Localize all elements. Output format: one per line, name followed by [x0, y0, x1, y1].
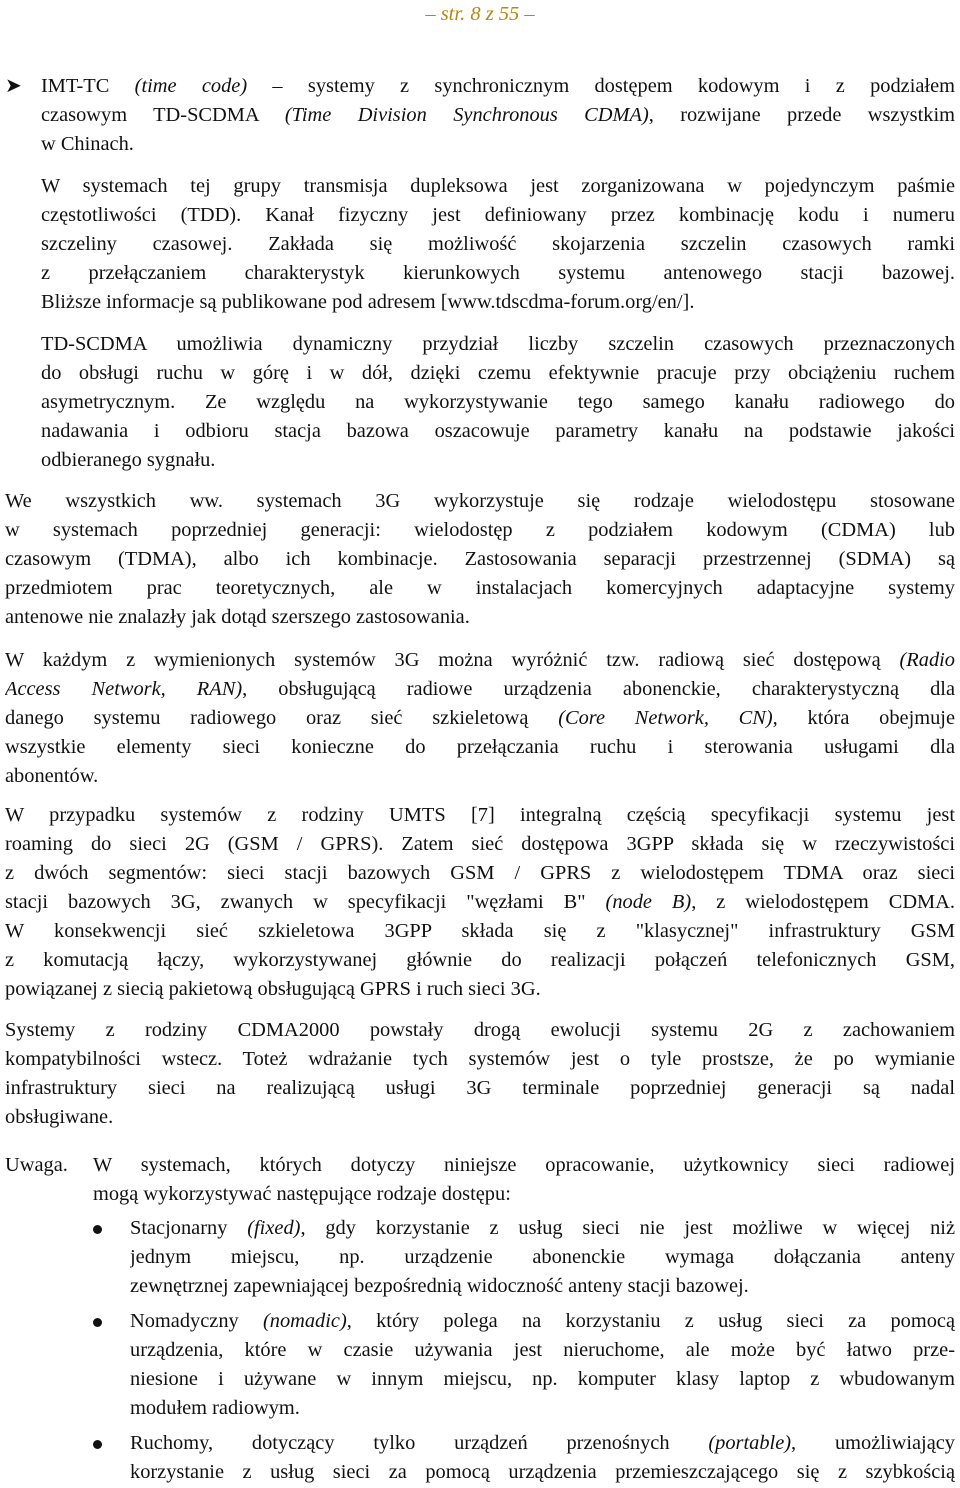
access-type-nomadic — [130, 1307, 955, 1423]
text-line: Systemy z rodziny CDMA2000 powstały drogą ewolucji systemu 2G z zachowaniem — [5, 1019, 955, 1041]
text-line: Access Network, RAN), obsługującą radiowe urządzenia abonenckie, charakterystyczną dla — [5, 678, 955, 700]
text-line: roaming do sieci 2G (GSM / GPRS). Zatem sieć dostępowa 3GPP składa się w rzeczywistości — [5, 833, 955, 855]
text-line: częstotliwości (TDD). Kanał fizyczny jest definiowany przez kombinację kodu i numeru — [41, 204, 955, 226]
arrow-bullet-icon: ➤ — [5, 75, 22, 97]
text-line: W przypadku systemów z rodziny UMTS [7] integralną częścią specyfikacji systemu jest — [5, 804, 955, 826]
paragraph-tdd — [41, 172, 955, 317]
text-line: stacji bazowych 3G, zwanych w specyfikacji "węzłami B" (node B), z wielodostępem CDMA. — [5, 891, 955, 913]
text-line: mogą wykorzystywać następujące rodzaje dostępu: — [93, 1183, 511, 1205]
text-line: zewnętrznej zapewniającej bezpośrednią widoczność anteny stacji bazowej. — [130, 1275, 749, 1297]
text-line: do obsługi ruchu w górę i w dół, dzięki czemu efektywnie pracuje przy obciążeniu ruchem — [41, 362, 955, 384]
note-text — [93, 1151, 955, 1209]
text-line: infrastruktury sieci na realizującą usługi 3G terminale poprzedniej generacji są nadal — [5, 1077, 955, 1099]
text-line: odbieranego sygnału. — [41, 449, 216, 471]
text-line: TD-SCDMA umożliwia dynamiczny przydział liczby szczelin czasowych przeznaczonych — [41, 333, 955, 355]
text-line: IMT-TC (time code) – systemy z synchronicznym dostępem kodowym i z podziałem — [41, 75, 955, 97]
text-line: w systemach poprzedniej generacji: wielodostęp z podziałem kodowym (CDMA) lub — [5, 519, 955, 541]
text-line: W każdym z wymienionych systemów 3G można wyróżnić tzw. radiową sieć dostępową (Radio — [5, 649, 955, 671]
text-line: urządzenia, które w czasie używania jest nieruchome, ale może być łatwo prze- — [130, 1339, 955, 1361]
paragraph-cdma2000 — [5, 1016, 955, 1132]
text-line: w Chinach. — [41, 133, 134, 155]
text-line: nadawania i odbioru stacja bazowa oszacowuje parametry kanału na podstawie jakości — [41, 420, 955, 442]
text-line: czasowym TD-SCDMA (Time Division Synchronous CDMA), rozwijane przede wszystkim — [41, 104, 955, 126]
page-number-header: – str. 8 z 55 – — [425, 3, 535, 25]
paragraph-tdscdma — [41, 330, 955, 475]
paragraph-umts — [5, 801, 955, 1004]
text-line: Stacjonarny (fixed), gdy korzystanie z usług sieci nie jest możliwe w więcej niż — [130, 1217, 955, 1239]
bullet-dot-icon — [93, 1225, 102, 1234]
text-line: We wszystkich ww. systemach 3G wykorzystuje się rodzaje wielodostępu stosowane — [5, 490, 955, 512]
text-line: modułem radiowym. — [130, 1397, 300, 1419]
text-line: z przełączaniem charakterystyk kierunkowych systemu antenowego stacji bazowej. — [41, 262, 955, 284]
text-line: Bliższe informacje są publikowane pod adresem [www.tdscdma-forum.org/en/]. — [41, 291, 695, 313]
intro-item — [41, 72, 955, 159]
text-line: niesione i używane w innym miejscu, np. komputer klasy laptop z wbudowanym — [130, 1368, 955, 1390]
text-line: abonentów. — [5, 765, 99, 787]
access-type-portable — [130, 1429, 955, 1487]
text-line: W konsekwencji sieć szkieletowa 3GPP składa się z "klasycznej" infrastruktury GSM — [5, 920, 955, 942]
access-type-fixed — [130, 1214, 955, 1301]
note-label: Uwaga. — [5, 1154, 68, 1176]
text-line: z dwóch segmentów: sieci stacji bazowych GSM / GPRS z wielodostępem TDMA oraz sieci — [5, 862, 955, 884]
text-line: szczeliny czasowej. Zakłada się możliwość skojarzenia szczelin czasowych ramki — [41, 233, 955, 255]
text-line: antenowe nie znalazły jak dotąd szerszego zastosowania. — [5, 606, 470, 628]
text-line: asymetrycznym. Ze względu na wykorzystywanie tego samego kanału radiowego do — [41, 391, 955, 413]
bullet-dot-icon — [93, 1440, 102, 1449]
text-line: z komutacją łączy, wykorzystywanej głównie do realizacji połączeń telefonicznych GSM, — [5, 949, 955, 971]
paragraph-3g-access — [5, 487, 955, 632]
text-line: czasowym (TDMA), albo ich kombinacje. Zastosowania separacji przestrzennej (SDMA) są — [5, 548, 955, 570]
text-line: powiązanej z siecią pakietową obsługującą GPRS i ruch sieci 3G. — [5, 978, 541, 1000]
text-line: danego systemu radiowego oraz sieć szkieletową (Core Network, CN), która obejmuje — [5, 707, 955, 729]
text-line: W systemach, których dotyczy niniejsze opracowanie, użytkownicy sieci radiowej — [93, 1154, 955, 1176]
text-line: kompatybilności wstecz. Toteż wdrażanie tych systemów jest o tyle prostsze, że po wymianie — [5, 1048, 955, 1070]
text-line: przedmiotem prac teoretycznych, ale w instalacjach komercyjnych adaptacyjne systemy — [5, 577, 955, 599]
bullet-dot-icon — [93, 1318, 102, 1327]
text-line: wszystkie elementy sieci konieczne do przełączania ruchu i sterowania usługami dla — [5, 736, 955, 758]
text-line: W systemach tej grupy transmisja dupleksowa jest zorganizowana w pojedynczym paśmie — [41, 175, 955, 197]
paragraph-ran — [5, 646, 955, 791]
text-line: jednym miejscu, np. urządzenie abonenckie wymaga dołączania anteny — [130, 1246, 955, 1268]
text-line: obsługiwane. — [5, 1106, 114, 1128]
text-line: korzystanie z usług sieci za pomocą urządzenia przemieszczającego się z szybkością — [130, 1461, 955, 1483]
text-line: Nomadyczny (nomadic), który polega na korzystaniu z usług sieci za pomocą — [130, 1310, 955, 1332]
text-line: Ruchomy, dotyczący tylko urządzeń przenośnych (portable), umożliwiający — [130, 1432, 955, 1454]
